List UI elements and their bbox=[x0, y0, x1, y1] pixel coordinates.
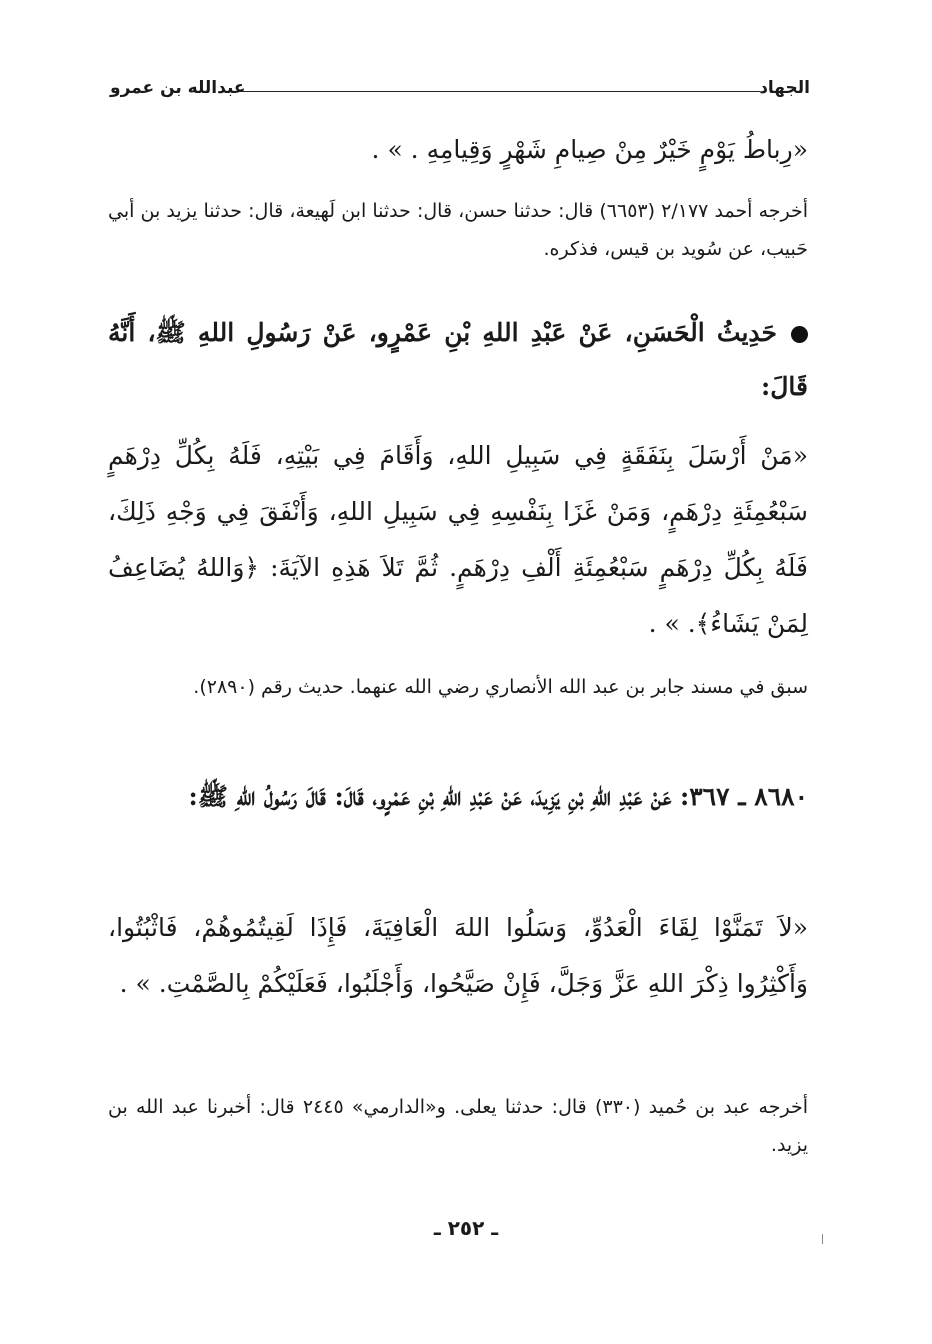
takhrij-note: أخرجه عبد بن حُميد (٣٣٠) قال: حدثنا يعلى. و«الدارمي» ٢٤٤٥ قال: أخبرنا عبد الله بن يزيد. bbox=[108, 1096, 808, 1156]
running-header bbox=[110, 78, 810, 104]
takhrij-note: أخرجه أحمد ٢/١٧٧ (٦٦٥٣) قال: حدثنا حسن، قال: حدثنا ابن لَهيعة، قال: حدثنا يزيد بن أبي حَبيب، عن سُويد بن قيس، فذكره. bbox=[108, 200, 809, 260]
author-name: عبدالله بن عمرو bbox=[110, 78, 246, 98]
hadith-heading: ٨٦٨٠ ـ ٣٦٧: عَنْ عَبْدِ اللهِ بْنِ يَزِيدَ، عَنْ عَبْدِ اللهِ بْنِ عَمْرٍو، قَالَ: قَالَ رَسُولُ اللهِ ﷺ: bbox=[188, 782, 808, 811]
hadith-heading-text: حَدِيثُ الْحَسَنِ، عَنْ عَبْدِ اللهِ بْنِ عَمْرٍو، عَنْ رَسُولِ اللهِ ﷺ، أَنَّهُ قَالَ: bbox=[108, 318, 808, 401]
bullet-icon bbox=[791, 326, 808, 343]
hadith-heading bbox=[108, 306, 808, 414]
takhrij-note: سبق في مسند جابر بن عبد الله الأنصاري رضي الله عنهما. حديث رقم (٢٨٩٠). bbox=[193, 676, 808, 698]
header-rule bbox=[228, 91, 760, 92]
hadith-text: «مَنْ أَرْسَلَ بِنَفَقَةٍ فِي سَبِيلِ اللهِ، وَأَقَامَ فِي بَيْتِهِ، فَلَهُ بِكُلِّ دِرْهَمٍ سَبْعُمِئَةِ دِرْهَمٍ، وَمَنْ غَزَا بِنَفْسِهِ فِي سَبِيلِ اللهِ، وَأَنْفَقَ فِي وَجْهِ ذَلِكَ، فَلَهُ بِكُلِّ دِرْهَمٍ سَبْعُمِئَةِ أَلْفِ دِرْهَمٍ. ثُمَّ تَلاَ هَذِهِ الآيَةَ: ﴿وَاللهُ يُضَاعِفُ لِمَنْ يَشَاءُ﴾. » . bbox=[108, 441, 808, 638]
margin-mark bbox=[822, 1234, 823, 1244]
hadith-text: «لاَ تَمَنَّوْا لِقَاءَ الْعَدُوِّ، وَسَلُوا اللهَ الْعَافِيَةَ، فَإِذَا لَقِيتُمُوهُمْ، فَاثْبُتُوا، وَأَكْثِرُوا ذِكْرَ اللهِ عَزَّ وَجَلَّ، فَإِنْ صَيَّحُوا، وَأَجْلَبُوا، فَعَلَيْكُمْ بِالصَّمْتِ. » . bbox=[108, 913, 808, 998]
page-number: ـ ٢٥٢ ـ bbox=[433, 1216, 499, 1240]
hadith-text: «رِباطُ يَوْمٍ خَيْرٌ مِنْ صِيامِ شَهْرٍ وَقِيامِهِ . » . bbox=[371, 135, 808, 164]
section-title: الجهاد bbox=[759, 78, 810, 98]
